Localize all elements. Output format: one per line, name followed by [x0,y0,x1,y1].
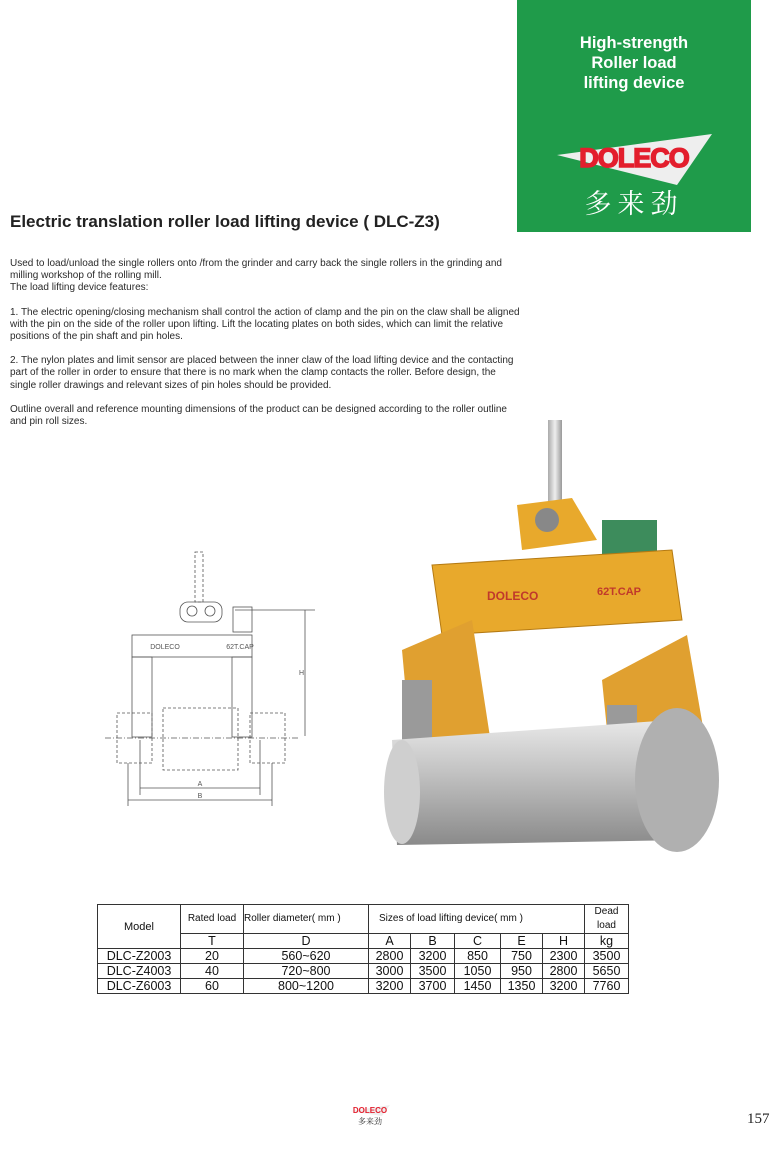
header-sizes: Sizes of load lifting device( mm ) [369,905,585,934]
value-cell: 1050 [455,964,501,979]
paragraph: 1. The electric opening/closing mechanism shall control the action of clamp and the pin on the claw shall be aligned with the pin on the side of the roller upon lifting. Lift the locating plates on both sides, which can limit the relative positions of the pin shaft and pin holes. [10,306,520,343]
value-cell: 7760 [585,979,629,994]
drawing-label: DOLECO [150,644,180,651]
value-cell: 20 [181,949,244,964]
value-cell: 2800 [543,964,585,979]
value-cell: 3200 [369,979,411,994]
brand-cn-text: 多来劲 [584,189,684,220]
banner-line: High-strength [579,34,689,52]
table-header-row [98,905,629,934]
model-cell: DLC-Z4003 [98,964,181,979]
render-label: 62T.CAP [597,586,642,598]
drawing-label: 62T.CAP [226,644,254,651]
header-banner [517,0,751,232]
unit-cell: T [181,934,244,949]
unit-cell: C [455,934,501,949]
footer-brand: DOLECO [352,1106,388,1115]
product-render [372,420,772,870]
footer-logo [348,1102,393,1128]
model-cell: DLC-Z2003 [98,949,181,964]
value-cell: 750 [501,949,543,964]
value-cell: 3700 [411,979,455,994]
banner-line: lifting device [583,74,685,92]
value-cell: 950 [501,964,543,979]
value-cell: 40 [181,964,244,979]
header-dead-load: Dead load [585,905,629,934]
page-number: 157 [747,1111,770,1127]
unit-cell: H [543,934,585,949]
value-cell: 3500 [411,964,455,979]
value-cell: 3200 [543,979,585,994]
unit-cell: A [369,934,411,949]
model-cell: DLC-Z6003 [98,979,181,994]
banner-line: Roller load [591,54,677,72]
render-label: DOLECO [487,589,539,603]
value-cell: 3500 [585,949,629,964]
value-cell: 1350 [501,979,543,994]
paragraph: Used to load/unload the single rollers onto /from the grinder and carry back the single rollers in the grinding and milling workshop of the rolling mill. [10,258,502,282]
spec-table [97,904,629,994]
value-cell: 3000 [369,964,411,979]
footer-brand-cn: 多来劲 [358,1117,382,1126]
value-cell: 720~800 [244,964,369,979]
value-cell: 2800 [369,949,411,964]
unit-cell: D [244,934,369,949]
value-cell: 3200 [411,949,455,964]
technical-drawing [100,550,320,810]
dim-h-label: H [299,670,305,677]
paragraph: 2. The nylon plates and limit sensor are placed between the inner claw of the load lifting device and the contacting part of the roller in order to ensure that there is no mark when the clamp contacts the roller. Before design, the single roller drawings and relevant sizes of pin holes should be provided. [10,355,514,391]
paragraph: The load lifting device features: [10,282,149,294]
page-title: Electric translation roller load lifting device ( DLC-Z3) [10,212,440,231]
doleco-logo [517,0,751,232]
header-rated-load: Rated load [181,905,244,934]
dim-b-label: B [197,793,203,800]
brand-text: DOLECO [579,143,689,173]
value-cell: 60 [181,979,244,994]
value-cell: 1450 [455,979,501,994]
unit-cell: B [411,934,455,949]
unit-cell: kg [585,934,629,949]
description [10,258,520,440]
unit-cell: E [501,934,543,949]
table-row [98,964,629,979]
paragraph: Outline overall and reference mounting dimensions of the product can be designed according to the roller outline and pin roll sizes. [10,403,507,428]
value-cell: 800~1200 [244,979,369,994]
value-cell: 850 [455,949,501,964]
dim-a-label: A [197,781,203,788]
value-cell: 2300 [543,949,585,964]
value-cell: 5650 [585,964,629,979]
header-roller-diameter: Roller diameter( mm ) [244,905,369,934]
header-model: Model [98,905,181,949]
table-row [98,949,629,964]
value-cell: 560~620 [244,949,369,964]
table-row [98,979,629,994]
